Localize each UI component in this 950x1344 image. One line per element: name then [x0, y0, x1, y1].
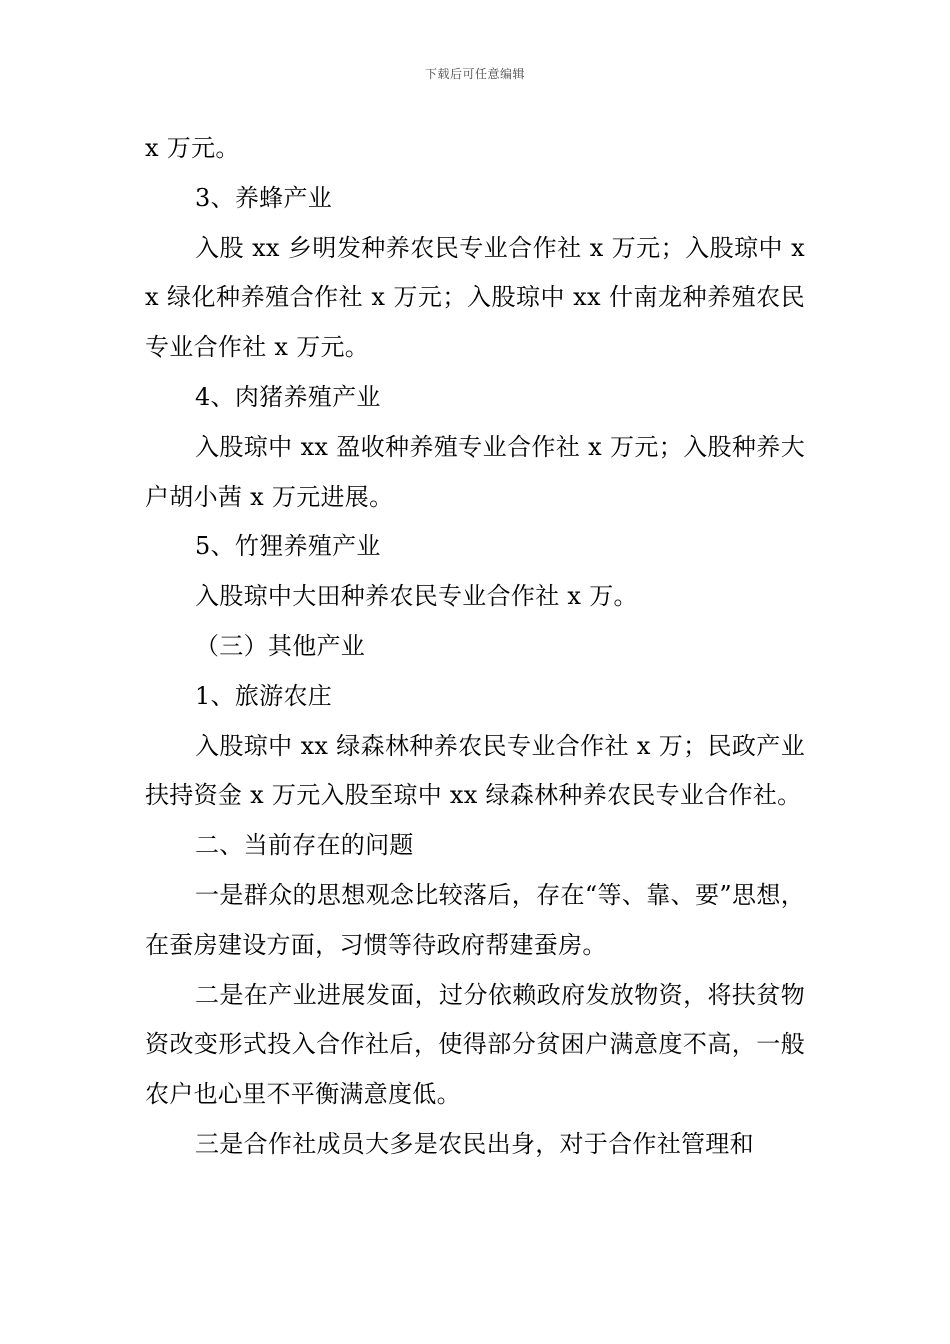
section-heading: 1、旅游农庄 — [195, 681, 333, 710]
section-heading: 3、养蜂产业 — [195, 183, 333, 212]
paragraph: x 万元。 — [145, 134, 240, 162]
paragraph: 入股琼中 xx 盈收种养殖专业合作社 x 万元；入股种养大户胡小茜 x 万元进展。 — [145, 432, 805, 511]
section-heading: 5、竹狸养殖产业 — [195, 532, 381, 561]
paragraph: 一是群众的思想观念比较落后，存在“等、靠、要”思想，在蚕房建设方面，习惯等待政府帮建蚕房。 — [145, 880, 805, 959]
section-heading: （三）其他产业 — [195, 631, 366, 660]
page-header: 下载后可任意编辑 — [424, 67, 525, 81]
paragraph: 三是合作社成员大多是农民出身，对于合作社管理和 — [195, 1129, 754, 1158]
paragraph: 入股 xx 乡明发种养农民专业合作社 x 万元；入股琼中 xx 绿化种养殖合作社 x 万元；入股琼中 xx 什南龙种养殖农民专业合作社 x 万元。 — [145, 233, 805, 362]
paragraph: 入股琼中大田种养农民专业合作社 x 万。 — [195, 582, 638, 611]
paragraph: 二是在产业进展发面，过分依赖政府发放物资，将扶贫物资改变形式投入合作社后，使得部分贫困户满意度不高，一般农户也心里不平衡满意度低。 — [145, 980, 805, 1109]
document-body — [145, 124, 805, 1170]
paragraph: 入股琼中 xx 绿森林种养农民专业合作社 x 万；民政产业扶持资金 x 万元入股至琼中 xx 绿森林种养农民专业合作社。 — [145, 731, 805, 810]
section-heading: 二、当前存在的问题 — [195, 831, 414, 860]
section-heading: 4、肉猪养殖产业 — [195, 382, 381, 411]
